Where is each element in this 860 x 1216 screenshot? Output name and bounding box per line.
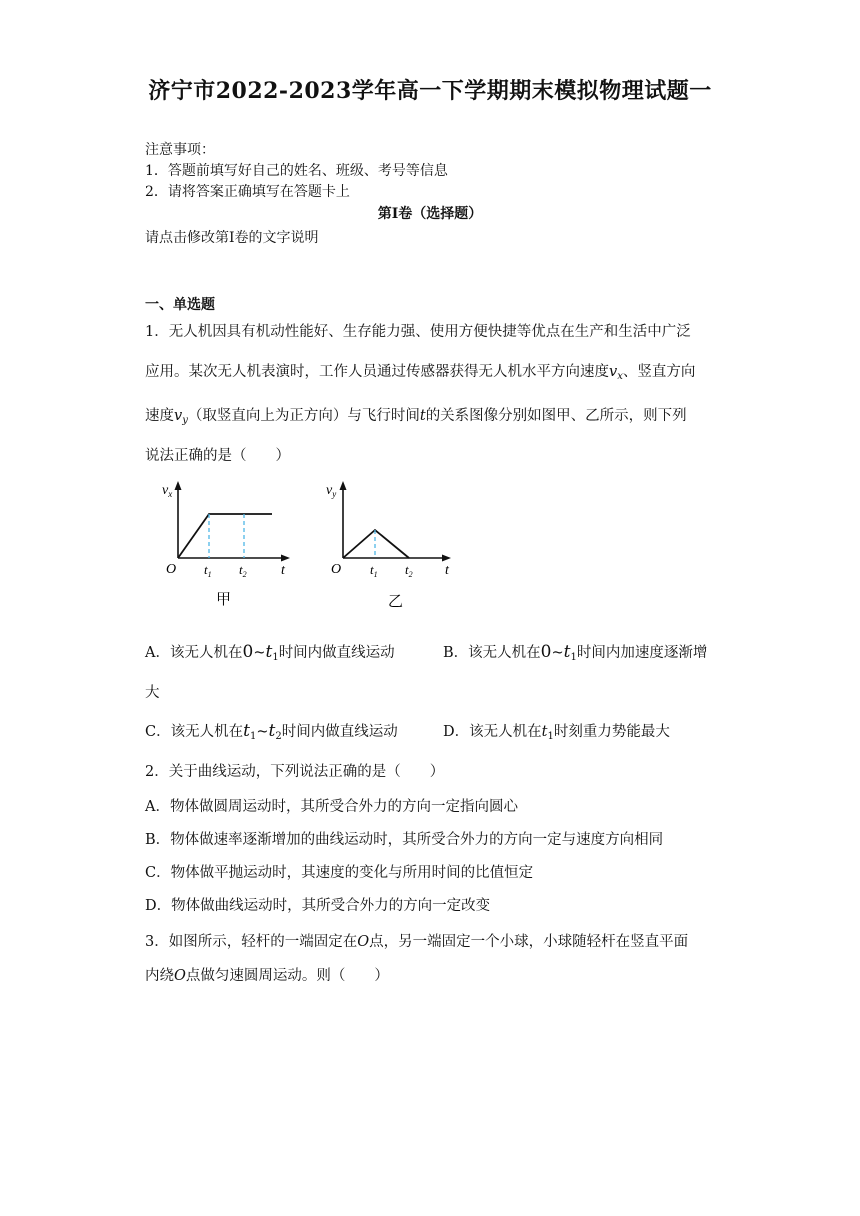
volume-note: 请点击修改第I卷的文字说明 xyxy=(145,230,319,246)
jia-y-arrow xyxy=(175,481,182,490)
yi-x-arrow xyxy=(442,555,451,562)
yi-t1-label: $t_1$ xyxy=(370,562,378,579)
page-title: 济宁市2022-2023学年高一下学期期末模拟物理试题一 xyxy=(148,78,712,104)
q1-line-1: 1．无人机因具有机动性能好、生存能力强、使用方便快捷等优点在生产和生活中广泛 xyxy=(145,324,691,340)
jia-x-label: t xyxy=(281,563,285,578)
q1-line-4: 说法正确的是（ ） xyxy=(145,448,290,464)
q3-line-1: 3．如图所示，轻杆的一端固定在O点，另一端固定一个小球，小球随轻杆在竖直平面 xyxy=(145,934,689,950)
yi-origin: O xyxy=(331,562,342,577)
notice-heading: 注意事项： xyxy=(145,142,215,158)
volume-title: 第I卷（选择题） xyxy=(377,206,483,222)
jia-x-arrow xyxy=(281,555,290,562)
figure-jia xyxy=(158,478,308,618)
jia-y-label: $v_x$ xyxy=(162,483,173,499)
q1-option-b: B．该无人机在$0\sim t_1$时间内加速度逐渐增 xyxy=(443,642,708,663)
yi-t2-label: $t_2$ xyxy=(405,562,413,579)
jia-origin: O xyxy=(166,562,177,577)
jia-caption: 甲 xyxy=(216,592,232,608)
yi-x-label: t xyxy=(445,563,449,578)
q1-option-d: D．该无人机在$t_1$时刻重力势能最大 xyxy=(443,724,670,742)
jia-t1-label: $t_1$ xyxy=(204,562,212,579)
q2-stem: 2．关于曲线运动，下列说法正确的是（ ） xyxy=(145,764,445,780)
q2-option-a: A．物体做圆周运动时，其所受合外力的方向一定指向圆心 xyxy=(145,799,518,815)
q2-option-b: B．物体做速率逐渐增加的曲线运动时，其所受合外力的方向一定与速度方向相同 xyxy=(145,832,664,848)
jia-t2-label: $t_2$ xyxy=(239,562,247,579)
q1-line-3: 速度$v_y$（取竖直向上为正方向）与飞行时间t的关系图像分别如图甲、乙所示，则下列 xyxy=(145,408,687,426)
notice-item-1: 1．答题前填写好自己的姓名、班级、考号等信息 xyxy=(145,163,448,179)
yi-y-label: $v_y$ xyxy=(326,483,337,499)
yi-caption: 乙 xyxy=(388,594,404,610)
yi-y-arrow xyxy=(340,481,347,490)
q1-option-a: A．该无人机在$0\sim t_1$时间内做直线运动 xyxy=(145,642,395,663)
section-heading: 一、单选题 xyxy=(145,297,215,313)
notice-item-2: 2．请将答案正确填写在答题卡上 xyxy=(145,184,350,200)
yi-vy-curve xyxy=(343,530,409,558)
q1-line-2: 应用。某次无人机表演时，工作人员通过传感器获得无人机水平方向速度$v_x$、竖直方向 xyxy=(145,364,696,382)
q3-line-2: 内绕O点做匀速圆周运动。则（ ） xyxy=(145,968,389,984)
figure-yi xyxy=(318,478,468,618)
q1-option-c: C．该无人机在$t_1\sim t_2$时间内做直线运动 xyxy=(145,721,398,742)
q2-option-c: C．物体做平抛运动时，其速度的变化与所用时间的比值恒定 xyxy=(145,865,534,881)
jia-vx-curve xyxy=(178,514,272,558)
q2-option-d: D．物体做曲线运动时，其所受合外力的方向一定改变 xyxy=(145,898,491,914)
q1-option-b-wrap: 大 xyxy=(145,685,160,701)
